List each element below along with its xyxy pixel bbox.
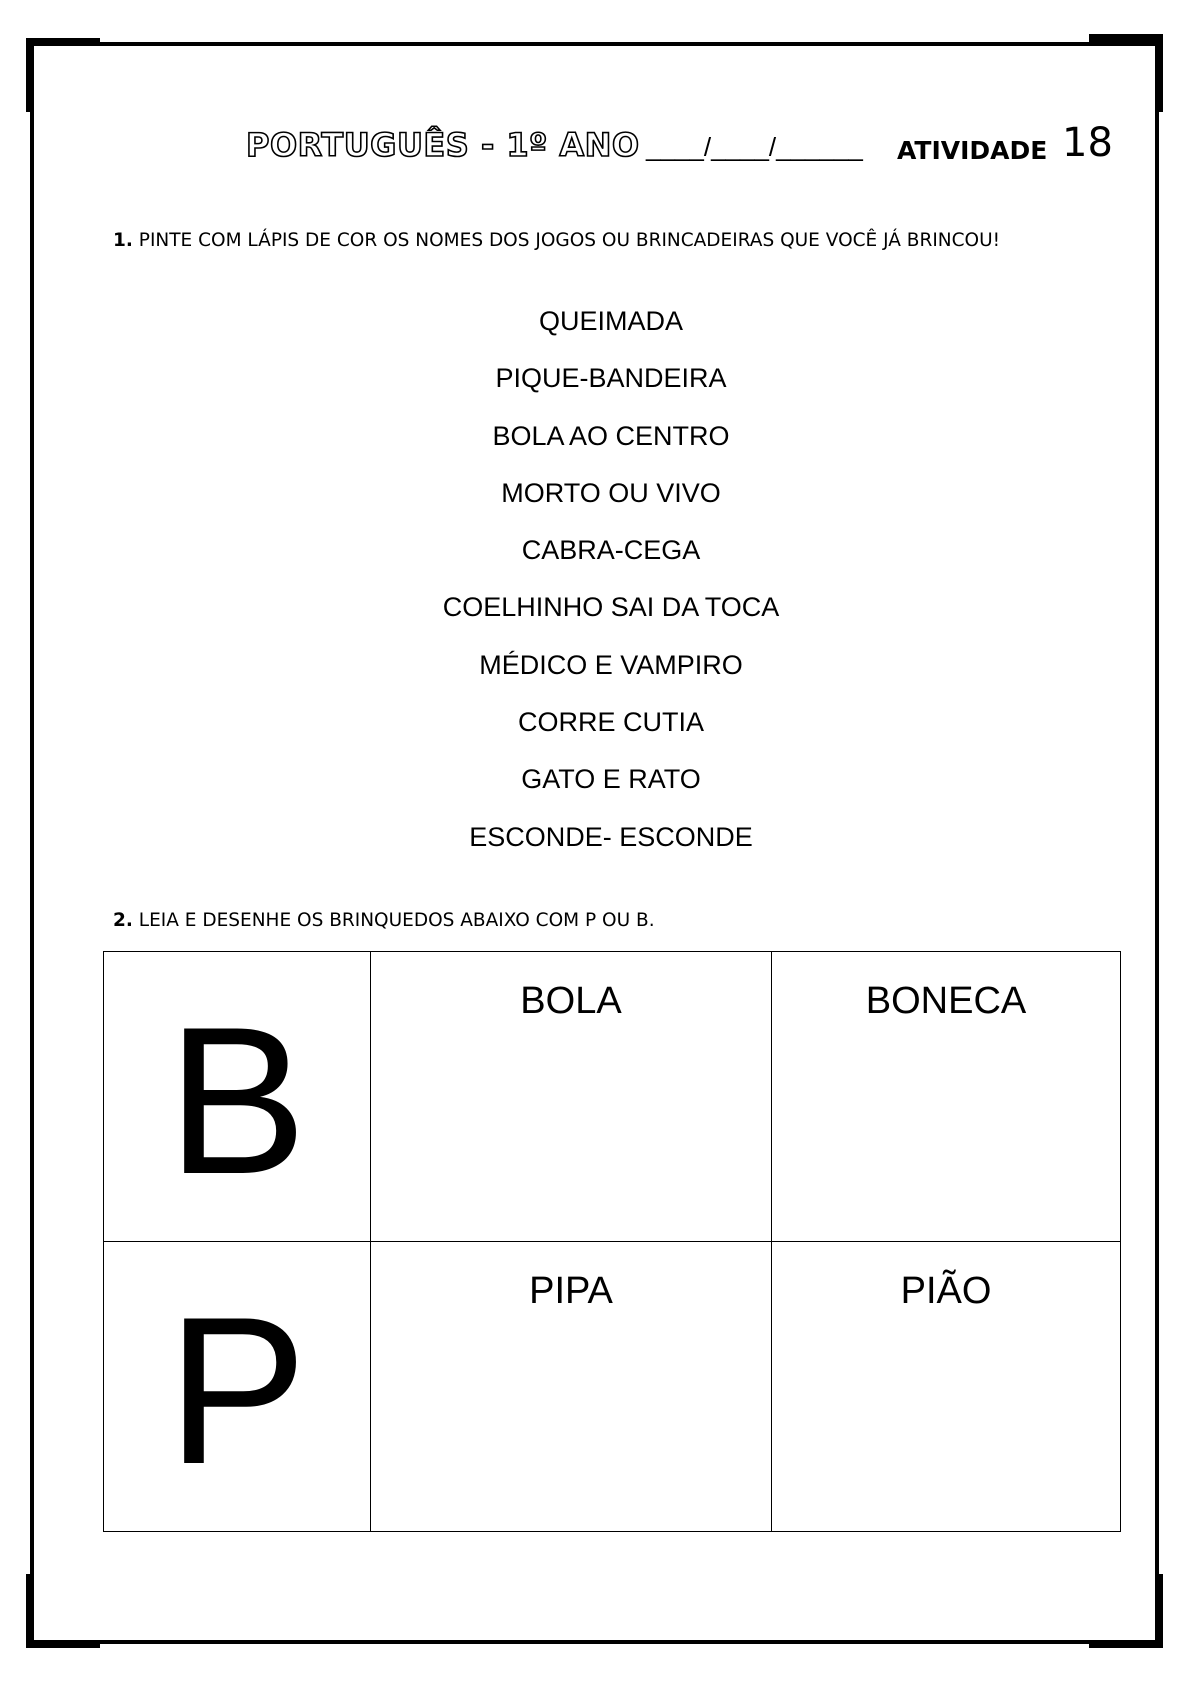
table-row: [104, 1242, 1121, 1532]
corner-mark-bottom-right: [1155, 1574, 1163, 1648]
question-number: 2.: [113, 910, 133, 931]
game-item: GATO E RATO: [521, 764, 701, 795]
drawing-cell[interactable]: [772, 952, 1121, 1242]
drawing-cell[interactable]: [371, 952, 772, 1242]
toy-word: PIPA: [529, 1270, 613, 1312]
corner-mark-bottom-left: [26, 1640, 100, 1648]
subject-title: PORTUGUÊS - 1º ANO: [246, 126, 640, 164]
question-number: 1.: [113, 230, 133, 251]
question-2-instruction: [113, 910, 655, 931]
game-item: BOLA AO CENTRO: [492, 420, 730, 451]
toy-word: PIÃO: [900, 1270, 992, 1312]
activity-number: 18: [1062, 120, 1113, 166]
game-item: ESCONDE- ESCONDE: [469, 821, 753, 852]
game-item: QUEIMADA: [538, 306, 684, 336]
corner-mark-top-left: [26, 38, 100, 46]
game-item: MORTO OU VIVO: [501, 477, 721, 508]
corner-mark-top-right: [1155, 34, 1163, 112]
letter-cell: [104, 952, 371, 1242]
corner-mark-bottom-left: [26, 1574, 34, 1648]
question-text: PINTE COM LÁPIS DE COR OS NOMES DOS JOGOS OU BRINCADEIRAS QUE VOCÊ JÁ BRINCOU!: [132, 230, 1001, 251]
game-item: CABRA-CEGA: [521, 535, 701, 566]
toy-word: BOLA: [520, 980, 622, 1022]
corner-mark-top-left: [26, 38, 34, 112]
date-field: ____/____/______: [646, 132, 863, 162]
drawing-cell[interactable]: [772, 1242, 1121, 1532]
corner-mark-bottom-right: [1089, 1640, 1163, 1648]
letter-cell: [104, 1242, 371, 1532]
game-item: PIQUE-BANDEIRA: [495, 363, 727, 394]
question-text: LEIA E DESENHE OS BRINQUEDOS ABAIXO COM P OU B.: [132, 910, 655, 931]
worksheet-header: [0, 118, 1190, 178]
drawing-cell[interactable]: [371, 1242, 772, 1532]
game-item: MÉDICO E VAMPIRO: [479, 649, 743, 680]
games-list: [0, 304, 1190, 877]
question-1-instruction: [113, 230, 1000, 251]
toy-drawing-table: [103, 951, 1121, 1532]
corner-mark-top-right: [1089, 34, 1163, 42]
activity-label: ATIVIDADE: [897, 136, 1048, 165]
table-row: [104, 952, 1121, 1242]
game-item: COELHINHO SAI DA TOCA: [442, 592, 780, 623]
big-letter: P: [166, 1273, 308, 1508]
big-letter: B: [166, 983, 308, 1218]
game-item: CORRE CUTIA: [517, 707, 704, 738]
toy-word: BONECA: [865, 980, 1027, 1022]
